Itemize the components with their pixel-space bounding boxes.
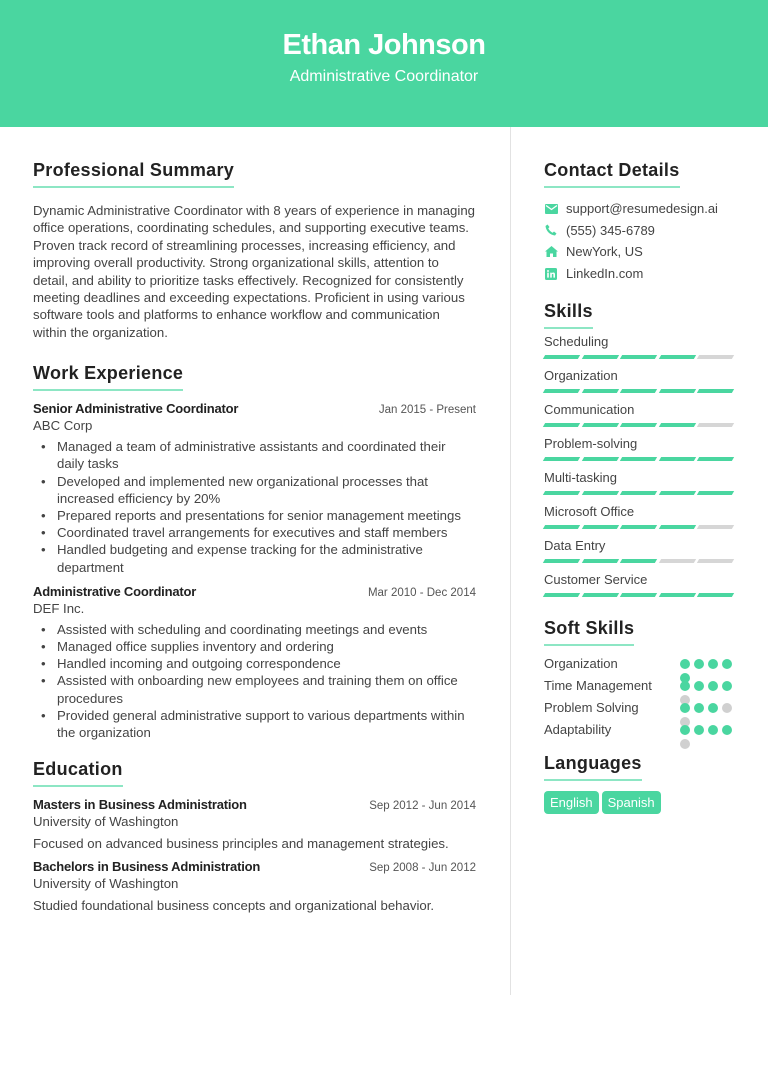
skill-segment — [543, 423, 580, 427]
education-entry — [33, 859, 476, 913]
skill-segment — [581, 491, 618, 495]
skill-level-bar — [544, 593, 736, 597]
skill-segment — [658, 389, 695, 393]
summary-section — [33, 160, 476, 341]
soft-skills-section — [544, 618, 736, 739]
rating-dot — [708, 725, 718, 735]
skill-segment — [620, 491, 657, 495]
contact-text: (555) 345-6789 — [566, 222, 655, 238]
skill-segment — [620, 593, 657, 597]
skill-name: Problem-solving — [544, 436, 638, 452]
job-entry — [33, 401, 476, 576]
skill-level-bar — [544, 389, 736, 393]
skill-item — [544, 402, 736, 427]
skill-segment — [543, 559, 580, 563]
skill-item — [544, 334, 736, 359]
bullet-item: • Assisted with scheduling and coordinating meetings and events — [33, 621, 476, 638]
skill-level-bar — [544, 559, 736, 563]
main-column — [33, 160, 476, 913]
bullet-item: • Prepared reports and presentations for senior management meetings — [33, 507, 476, 524]
education-entry — [33, 797, 476, 851]
bullet-item: • Assisted with onboarding new employees and training them on office procedures — [33, 672, 476, 706]
skill-segment — [543, 457, 580, 461]
education-description: Studied foundational business concepts and organizational behavior. — [33, 898, 435, 914]
rating-dot — [722, 703, 732, 713]
skill-name: Organization — [544, 368, 618, 384]
skill-segment — [620, 423, 657, 427]
section-title: Contact Details — [544, 160, 680, 188]
soft-skill-item — [544, 655, 736, 673]
degree-name: Masters in Business Administration — [33, 797, 247, 813]
job-header — [33, 584, 476, 599]
skill-segment — [658, 457, 695, 461]
skill-segment — [581, 355, 618, 359]
school-name: University of Washington — [33, 876, 179, 892]
skill-item — [544, 538, 736, 563]
skill-segment — [658, 491, 695, 495]
rating-dot — [680, 739, 690, 749]
skill-segment — [658, 593, 695, 597]
languages-section — [544, 753, 736, 814]
bullet-item: • Developed and implemented new organizational processes that increased efficiency by 20% — [33, 473, 476, 507]
skill-name: Scheduling — [544, 334, 609, 350]
job-header — [33, 401, 476, 416]
bullet-item: • Handled budgeting and expense tracking for the administrative department — [33, 541, 476, 575]
skill-item — [544, 504, 736, 529]
soft-skill-item — [544, 699, 736, 717]
skill-segment — [543, 389, 580, 393]
job-entry — [33, 584, 476, 741]
skill-segment — [620, 457, 657, 461]
skill-level-bar — [544, 355, 736, 359]
home-icon — [544, 245, 558, 259]
company-name: ABC Corp — [33, 418, 93, 434]
bullet-item: • Handled incoming and outgoing correspondence — [33, 655, 476, 672]
contact-item[interactable] — [544, 241, 736, 263]
soft-skill-name: Problem Solving — [544, 700, 639, 716]
education-header — [33, 859, 476, 874]
rating-dot — [694, 725, 704, 735]
skill-item — [544, 368, 736, 393]
rating-dot — [722, 725, 732, 735]
contact-item[interactable] — [544, 263, 736, 285]
skill-segment — [581, 559, 618, 563]
skill-name: Customer Service — [544, 572, 648, 588]
sidebar-column — [544, 160, 736, 814]
skill-segment — [697, 491, 734, 495]
contact-text: NewYork, US — [566, 244, 643, 260]
rating-dot — [708, 703, 718, 713]
skill-segment — [620, 355, 657, 359]
soft-skill-name: Adaptability — [544, 722, 612, 738]
section-title: Skills — [544, 301, 593, 329]
contact-text: support@resumedesign.ai — [566, 201, 718, 217]
candidate-role: Administrative Coordinator — [289, 68, 479, 85]
rating-dot — [708, 681, 718, 691]
rating-dot — [708, 659, 718, 669]
bullet-item: • Managed office supplies inventory and ordering — [33, 638, 476, 655]
education-dates: Sep 2008 - Jun 2012 — [369, 862, 476, 875]
education-section — [33, 759, 476, 913]
skill-segment — [697, 593, 734, 597]
column-divider — [510, 127, 511, 995]
education-description: Focused on advanced business principles and management strategies. — [33, 836, 449, 852]
skill-segment — [543, 491, 580, 495]
skill-level-bar — [544, 525, 736, 529]
degree-name: Bachelors in Business Administration — [33, 859, 261, 875]
linkedin-icon — [544, 267, 558, 281]
resume-header — [0, 0, 768, 127]
skill-segment — [581, 457, 618, 461]
skill-name: Communication — [544, 402, 635, 418]
skill-segment — [697, 355, 734, 359]
experience-section — [33, 363, 476, 741]
skill-segment — [543, 593, 580, 597]
education-header — [33, 797, 476, 812]
skill-segment — [581, 423, 618, 427]
rating-dot — [680, 725, 690, 735]
contact-item[interactable] — [544, 198, 736, 220]
job-dates: Mar 2010 - Dec 2014 — [367, 586, 476, 599]
skill-segment — [581, 593, 618, 597]
bullet-item: • Coordinated travel arrangements for executives and staff members — [33, 524, 476, 541]
skill-segment — [697, 559, 734, 563]
section-title: Education — [33, 759, 123, 787]
skill-item — [544, 436, 736, 461]
skill-name: Multi-tasking — [544, 470, 617, 486]
skills-section — [544, 301, 736, 597]
bullet-item: • Managed a team of administrative assistants and coordinated their daily tasks — [33, 438, 476, 472]
rating-dot — [694, 681, 704, 691]
skill-level-bar — [544, 491, 736, 495]
skill-segment — [658, 423, 695, 427]
language-chip: English — [544, 791, 599, 814]
soft-skill-rating — [680, 655, 736, 673]
contact-section — [544, 160, 736, 284]
job-title: Senior Administrative Coordinator — [33, 401, 239, 417]
rating-dot — [694, 703, 704, 713]
soft-skill-rating — [680, 721, 736, 739]
skill-segment — [620, 559, 657, 563]
soft-skill-name: Organization — [544, 656, 618, 672]
rating-dot — [694, 659, 704, 669]
skill-name: Microsoft Office — [544, 504, 635, 520]
section-title: Languages — [544, 753, 642, 781]
contact-item[interactable] — [544, 220, 736, 242]
skill-level-bar — [544, 457, 736, 461]
language-chip: Spanish — [602, 791, 661, 814]
skill-segment — [697, 423, 734, 427]
rating-dot — [680, 703, 690, 713]
skill-segment — [620, 389, 657, 393]
skill-item — [544, 470, 736, 495]
job-title: Administrative Coordinator — [33, 583, 197, 599]
school-name: University of Washington — [33, 814, 179, 830]
rating-dot — [722, 659, 732, 669]
soft-skill-item — [544, 721, 736, 739]
skill-segment — [658, 525, 695, 529]
soft-skill-rating — [680, 699, 736, 717]
education-dates: Sep 2012 - Jun 2014 — [369, 800, 476, 813]
envelope-icon — [544, 202, 558, 216]
skill-segment — [543, 525, 580, 529]
job-bullets — [33, 438, 476, 576]
bullet-item: • Provided general administrative support to various departments within the organization — [33, 707, 476, 741]
soft-skill-item — [544, 677, 736, 695]
skill-name: Data Entry — [544, 538, 606, 554]
job-dates: Jan 2015 - Present — [378, 404, 476, 417]
skill-segment — [581, 389, 618, 393]
section-title: Work Experience — [33, 363, 183, 391]
soft-skill-rating — [680, 677, 736, 695]
phone-icon — [544, 223, 558, 237]
skill-segment — [658, 559, 695, 563]
summary-text: Dynamic Administrative Coordinator with 8 years of experience in managing office operations, coordinating schedules, and supporting executive teams. Proven track record of streamlining processes, increasing efficiency, and improving overall productivity. Strong organizational skills, attention to detail, and ability to prioritize tasks effectively. Recognized for consistently meeting deadlines and exceeding expectations. Proficient in using various software tools and platforms to enhance workflow and communication within the organization. — [33, 203, 475, 340]
candidate-name: Ethan Johnson — [282, 29, 486, 61]
contact-text: LinkedIn.com — [566, 266, 644, 282]
rating-dot — [680, 681, 690, 691]
skill-segment — [581, 525, 618, 529]
skill-segment — [697, 389, 734, 393]
skill-segment — [620, 525, 657, 529]
skill-segment — [697, 457, 734, 461]
skill-segment — [543, 355, 580, 359]
company-name: DEF Inc. — [33, 600, 85, 616]
rating-dot — [680, 659, 690, 669]
job-bullets — [33, 621, 476, 741]
rating-dot — [722, 681, 732, 691]
skill-segment — [658, 355, 695, 359]
section-title: Soft Skills — [544, 618, 634, 646]
skill-item — [544, 572, 736, 597]
section-title: Professional Summary — [33, 160, 234, 188]
skill-segment — [697, 525, 734, 529]
soft-skill-name: Time Management — [544, 678, 652, 694]
skill-level-bar — [544, 423, 736, 427]
